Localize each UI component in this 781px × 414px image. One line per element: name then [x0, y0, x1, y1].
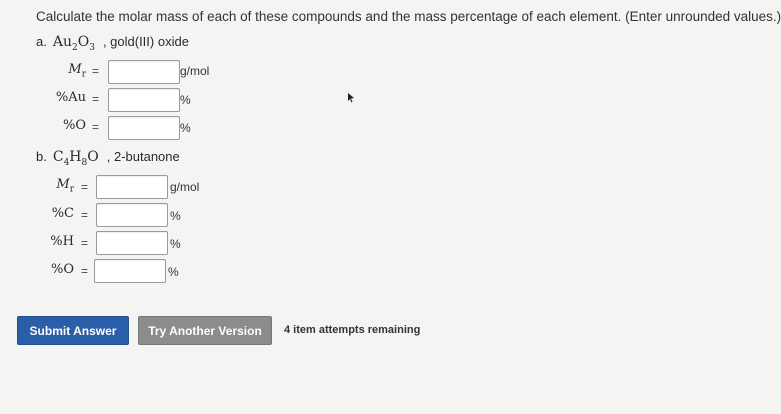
label-main: M: [56, 177, 70, 192]
equals-sign: =: [81, 236, 89, 250]
formula-subscript: 4: [63, 157, 70, 168]
mouse-cursor-icon: [346, 92, 356, 104]
label-pct-o-b: [32, 262, 74, 277]
pct-o-a-input[interactable]: [108, 116, 180, 140]
part-b-compound-name: , 2-butanone: [106, 149, 180, 164]
equals-sign: =: [81, 208, 89, 222]
formula-element: Au: [52, 34, 72, 50]
formula-element: C: [52, 149, 64, 165]
label-main: %H: [50, 234, 74, 249]
label-mr-a: [40, 62, 86, 80]
formula-element: O: [77, 34, 90, 50]
label-mr-b: [32, 177, 74, 195]
mr-a-input[interactable]: [108, 60, 180, 84]
attempts-remaining-text: 4 item attempts remaining: [284, 324, 421, 336]
label-pct-o-a: [40, 118, 86, 133]
formula-element: O: [87, 149, 99, 165]
mr-b-input[interactable]: [96, 175, 168, 199]
formula-subscript: 3: [89, 42, 95, 53]
label-main: %O: [50, 262, 74, 277]
label-main: M: [68, 62, 82, 77]
label-pct-au: [40, 90, 86, 105]
formula-element: H: [69, 149, 82, 165]
label-main: %C: [51, 206, 74, 221]
label-pct-h: [32, 234, 74, 249]
label-subscript: r: [81, 69, 86, 80]
formula-subscript: 2: [71, 42, 78, 53]
part-a-header: [36, 34, 189, 53]
unit-label: %: [170, 237, 181, 251]
pct-h-input[interactable]: [96, 231, 168, 255]
part-a-formula: [53, 34, 95, 53]
pct-c-input[interactable]: [96, 203, 168, 227]
unit-label: g/mol: [170, 180, 200, 194]
part-a-compound-name: , gold(III) oxide: [102, 34, 189, 49]
equals-sign: =: [92, 92, 100, 106]
label-subscript: r: [69, 184, 74, 195]
label-main: %O: [62, 118, 86, 133]
pct-au-input[interactable]: [108, 88, 180, 112]
equals-sign: =: [81, 180, 89, 194]
submit-answer-button[interactable]: Submit Answer: [17, 316, 129, 345]
part-b-formula: [53, 149, 99, 168]
equals-sign: =: [92, 64, 100, 78]
part-b-header: [36, 149, 180, 168]
label-main: %Au: [55, 90, 86, 105]
part-a-letter: a.: [36, 34, 47, 49]
pct-o-b-input[interactable]: [94, 259, 166, 283]
equals-sign: =: [81, 264, 89, 278]
instructions-text: Calculate the molar mass of each of these compounds and the mass percentage of each element. (Enter unrounded values.): [36, 9, 781, 24]
unit-label: %: [180, 93, 191, 107]
unit-label: %: [180, 121, 191, 135]
label-pct-c: [32, 206, 74, 221]
formula-subscript: 8: [81, 157, 88, 168]
unit-label: g/mol: [180, 64, 210, 78]
part-b-letter: b.: [36, 149, 47, 164]
try-another-version-button[interactable]: Try Another Version: [138, 316, 272, 345]
unit-label: %: [168, 265, 179, 279]
unit-label: %: [170, 209, 181, 223]
equals-sign: =: [92, 120, 100, 134]
